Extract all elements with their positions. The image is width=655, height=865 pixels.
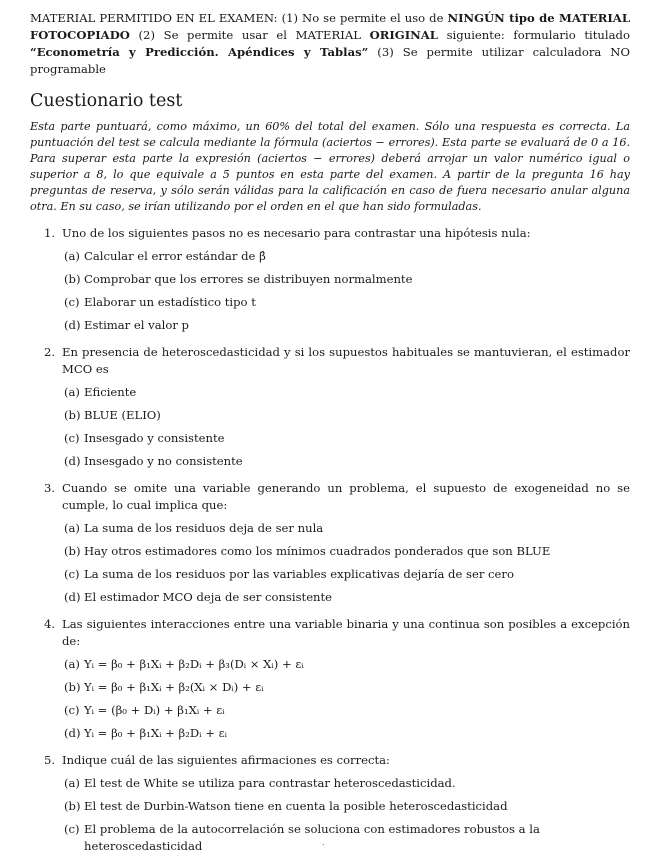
section-title: Cuestionario test bbox=[30, 91, 183, 111]
answer-option bbox=[64, 430, 630, 447]
option-letter: (c) bbox=[64, 431, 80, 445]
answer-option bbox=[64, 271, 630, 288]
answer-option bbox=[64, 248, 630, 265]
answer-option bbox=[64, 543, 630, 560]
answer-options bbox=[30, 775, 630, 855]
option-letter: (d) bbox=[64, 590, 81, 604]
question-number: 3. bbox=[44, 481, 56, 495]
option-text: El test de White se utiliza para contrastar heteroscedasticidad. bbox=[84, 776, 456, 790]
option-text: Hay otros estimadores como los mínimos cuadrados ponderados que son BLUE bbox=[84, 544, 551, 558]
answer-option bbox=[64, 821, 630, 855]
answer-option bbox=[64, 566, 630, 583]
question-stem bbox=[30, 616, 630, 650]
question-5 bbox=[30, 752, 630, 855]
option-text: La suma de los residuos deja de ser nula bbox=[84, 521, 324, 535]
option-text: El estimador MCO deja de ser consistente bbox=[84, 590, 333, 604]
question-stem bbox=[30, 480, 630, 514]
option-text: Elaborar un estadístico tipo t bbox=[84, 295, 256, 309]
option-letter: (c) bbox=[64, 567, 80, 581]
answer-option bbox=[64, 589, 630, 606]
option-letter: (b) bbox=[64, 544, 81, 558]
option-letter: (d) bbox=[64, 454, 81, 468]
option-text: Insesgado y consistente bbox=[84, 431, 225, 445]
option-letter: (b) bbox=[64, 680, 81, 694]
answer-option bbox=[64, 656, 630, 673]
option-letter: (a) bbox=[64, 385, 80, 399]
instructions-bold-1: NINGÚN tipo de MATERIAL FOTOCOPIADO bbox=[30, 11, 630, 42]
instructions-bold-3: “Econometría y Predicción. Apéndices y Tablas” bbox=[30, 45, 369, 59]
exam-instructions bbox=[30, 10, 630, 78]
option-text: Yᵢ = (β₀ + Dᵢ) + β₁Xᵢ + εᵢ bbox=[84, 703, 225, 717]
question-2 bbox=[30, 344, 630, 470]
question-stem bbox=[30, 344, 630, 378]
option-letter: (c) bbox=[64, 295, 80, 309]
question-stem bbox=[30, 752, 630, 769]
option-letter: (d) bbox=[64, 726, 81, 740]
exam-page bbox=[30, 10, 630, 865]
instructions-text-2: (2) Se permite usar el MATERIAL bbox=[129, 28, 370, 42]
option-text: Insesgado y no consistente bbox=[84, 454, 243, 468]
option-letter: (b) bbox=[64, 408, 81, 422]
question-number: 5. bbox=[44, 753, 56, 767]
instructions-text-4: (3) Se permite utilizar calculadora NO programable bbox=[30, 45, 630, 76]
answer-option bbox=[64, 775, 630, 792]
option-letter: (d) bbox=[64, 318, 81, 332]
option-text: BLUE (ELIO) bbox=[84, 408, 161, 422]
option-text: Comprobar que los errores se distribuyen normalmente bbox=[84, 272, 413, 286]
option-letter: (a) bbox=[64, 657, 80, 671]
option-text: Yᵢ = β₀ + β₁Xᵢ + β₂Dᵢ + εᵢ bbox=[84, 726, 227, 740]
option-text: Calcular el error estándar de β̂ bbox=[84, 249, 266, 263]
question-list bbox=[30, 225, 630, 855]
option-letter: (b) bbox=[64, 799, 81, 813]
option-letter: (b) bbox=[64, 272, 81, 286]
answer-option bbox=[64, 384, 630, 401]
question-3 bbox=[30, 480, 630, 606]
answer-options bbox=[30, 384, 630, 470]
option-letter: (a) bbox=[64, 249, 80, 263]
option-text: Yᵢ = β₀ + β₁Xᵢ + β₂Dᵢ + β₃(Dᵢ × Xᵢ) + εᵢ bbox=[84, 657, 304, 671]
question-number: 2. bbox=[44, 345, 56, 359]
answer-options bbox=[30, 656, 630, 742]
question-text: Las siguientes interacciones entre una variable binaria y una continua son posibles a excepción de: bbox=[62, 617, 630, 648]
option-letter: (c) bbox=[64, 703, 80, 717]
answer-option bbox=[64, 679, 630, 696]
answer-option bbox=[64, 294, 630, 311]
answer-option bbox=[64, 702, 630, 719]
option-letter: (a) bbox=[64, 521, 80, 535]
question-number: 1. bbox=[44, 226, 56, 240]
answer-option bbox=[64, 317, 630, 334]
option-text: La suma de los residuos por las variables explicativas dejaría de ser cero bbox=[84, 567, 514, 581]
answer-option bbox=[64, 453, 630, 470]
answer-options bbox=[30, 248, 630, 334]
question-text: En presencia de heteroscedasticidad y si los supuestos habituales se mantuvieran, el estimador MCO es bbox=[62, 345, 630, 376]
option-letter: (a) bbox=[64, 776, 80, 790]
answer-options bbox=[30, 520, 630, 606]
option-letter: (c) bbox=[64, 822, 80, 836]
instructions-text-3: siguiente: formulario titulado bbox=[437, 28, 630, 42]
question-stem bbox=[30, 225, 630, 242]
option-text: El test de Durbin-Watson tiene en cuenta la posible heteroscedasticidad bbox=[84, 799, 508, 813]
answer-option bbox=[64, 520, 630, 537]
instructions-text-1: MATERIAL PERMITIDO EN EL EXAMEN: (1) No se permite el uso de bbox=[30, 11, 448, 25]
question-text: Cuando se omite una variable generando un problema, el supuesto de exogeneidad no se cumple, lo cual implica que: bbox=[62, 481, 630, 512]
instructions-bold-2: ORIGINAL bbox=[369, 28, 438, 42]
question-text: Uno de los siguientes pasos no es necesario para contrastar una hipótesis nula: bbox=[62, 226, 531, 240]
option-text: Eficiente bbox=[84, 385, 137, 399]
question-4 bbox=[30, 616, 630, 742]
question-text: Indique cuál de las siguientes afirmaciones es correcta: bbox=[62, 753, 390, 767]
option-text: Yᵢ = β₀ + β₁Xᵢ + β₂(Xᵢ × Dᵢ) + εᵢ bbox=[84, 680, 264, 694]
question-number: 4. bbox=[44, 617, 56, 631]
answer-option bbox=[64, 407, 630, 424]
question-1 bbox=[30, 225, 630, 334]
page-footer: . bbox=[322, 838, 325, 847]
option-text: Estimar el valor p bbox=[84, 318, 189, 332]
answer-option bbox=[64, 725, 630, 742]
answer-option bbox=[64, 798, 630, 815]
option-text: El problema de la autocorrelación se soluciona con estimadores robustos a la heteroscedasticidad bbox=[84, 822, 540, 853]
section-intro: Esta parte puntuará, como máximo, un 60% del total del examen. Sólo una respuesta es correcta. La puntuación del test se calcula mediante la fórmula (aciertos − errores). Esta parte se evaluará de 0 a 16. Para superar esta parte la expresión (aciertos − errores) deberá arrojar un valor numérico igual o superior a 8, lo que equivale a 5 puntos en esta parte del examen. A partir de la pregunta 16 hay preguntas de reserva, y sólo serán válidas para la calificación en caso de fuera necesario anular alguna otra. En su caso, se irían utilizando por el orden en el que han sido formuladas. bbox=[30, 120, 630, 213]
